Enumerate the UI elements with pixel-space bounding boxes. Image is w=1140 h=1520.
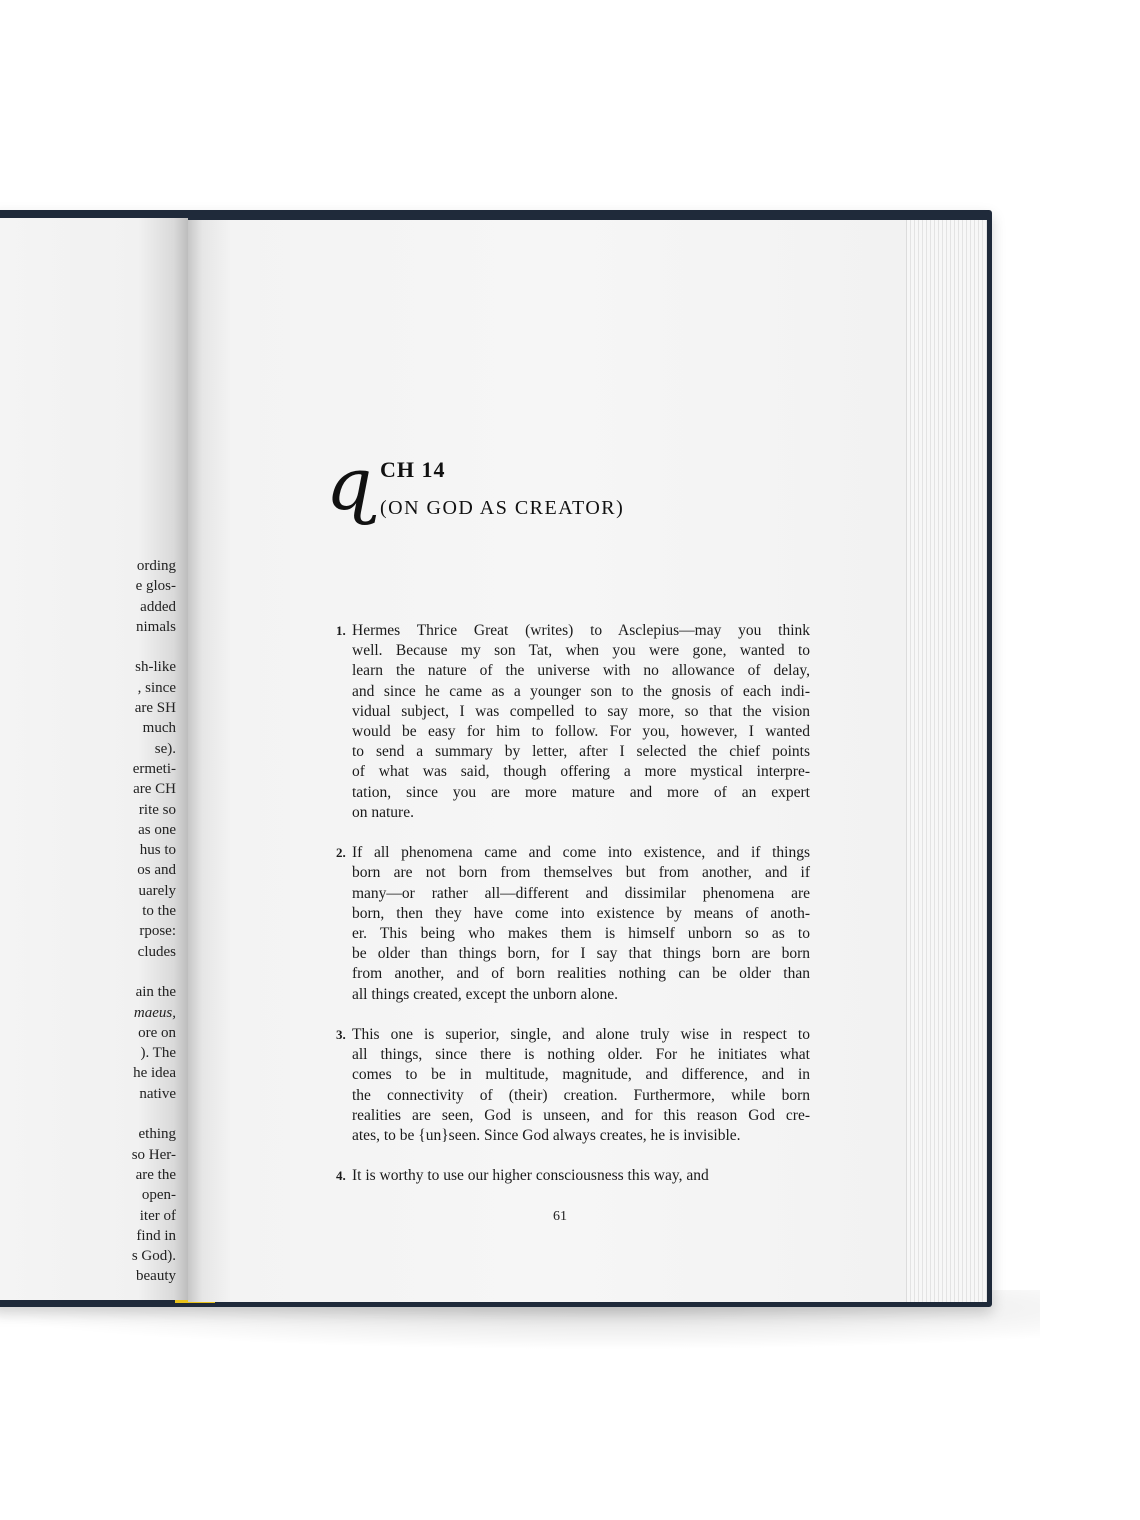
paragraph-line: er. This being who makes them is himself unborn so as to xyxy=(352,925,810,943)
left-page-line: to the xyxy=(142,903,176,920)
paragraph-line: vidual subject, I was compelled to say more, so that the vision xyxy=(352,702,810,720)
paragraph-line: to send a summary by letter, after I selected the chief points xyxy=(352,743,810,761)
left-page-line: as one xyxy=(138,821,176,838)
left-page-line xyxy=(132,1104,176,1124)
chapter-ornament-glyph: ɋ xyxy=(326,442,373,526)
paragraph xyxy=(336,621,810,823)
left-page-line: s God). xyxy=(131,1248,176,1265)
paragraph-line: It is worthy to use our higher consciousness this way, and xyxy=(352,1167,709,1185)
paragraph-line: well. Because my son Tat, when you were gone, wanted to xyxy=(352,642,810,660)
left-page-line: are SH xyxy=(134,700,176,717)
left-page-line: nimals xyxy=(136,618,176,635)
paragraph-line: all things created, except the unborn alone. xyxy=(352,985,618,1003)
left-page-line: rpose: xyxy=(139,923,176,940)
left-page-line: so Her- xyxy=(131,1146,176,1163)
paragraph-line: the connectivity of (their) creation. Furthermore, while born xyxy=(352,1086,810,1104)
paragraph-number: 2. xyxy=(336,845,346,861)
left-page-line: cludes xyxy=(137,943,176,960)
left-page-line: rite so xyxy=(138,801,176,818)
left-page-line: beauty xyxy=(136,1268,176,1285)
left-page-line: uarely xyxy=(138,882,176,899)
paragraph-line: born are not born from themselves but from another, and if xyxy=(352,864,810,882)
paragraph-line: all things, since there is nothing older. For he initiates what xyxy=(352,1046,810,1064)
paragraph xyxy=(336,843,810,1005)
left-page-line: ething xyxy=(138,1126,176,1143)
paragraph-line: many—or rather all—different and dissimilar phenomena are xyxy=(352,884,810,902)
page-edges xyxy=(906,220,987,1302)
paragraph-line: would be easy for him to follow. For you, however, I wanted xyxy=(352,723,810,741)
paragraph-line: ates, to be {un}seen. Since God always creates, he is invisible. xyxy=(352,1127,741,1145)
paragraph-line: and since he came as a younger son to the gnosis of each indi- xyxy=(352,682,810,700)
paragraph-line: of what was said, though offering a more mystical interpre- xyxy=(352,763,810,781)
paragraph-line: realities are seen, God is unseen, and for this reason God cre- xyxy=(352,1106,810,1124)
left-page-line: much xyxy=(142,720,176,737)
left-page-line: maeus, xyxy=(133,1004,176,1021)
left-page-line: find in xyxy=(136,1227,176,1244)
paragraph-number: 3. xyxy=(336,1027,346,1043)
chapter-title: (ON GOD AS CREATOR) xyxy=(380,497,625,519)
left-page-line xyxy=(132,962,176,982)
paragraph-line: learn the nature of the universe with no allowance of delay, xyxy=(352,662,810,680)
paragraph xyxy=(336,1025,810,1146)
left-page xyxy=(0,218,188,1300)
left-page-line: open- xyxy=(141,1187,176,1204)
left-page-line: hus to xyxy=(139,842,176,859)
page-number: 61 xyxy=(553,1209,567,1224)
left-page-text xyxy=(132,556,176,1287)
paragraph-line: born, then they have come into existence by means of anoth- xyxy=(352,904,810,922)
left-page-line: se). xyxy=(154,740,176,757)
paragraph-number: 4. xyxy=(336,1168,346,1184)
left-page-line: , since xyxy=(137,679,176,696)
left-page-line: ). The xyxy=(140,1045,176,1062)
paragraph-number: 1. xyxy=(336,623,346,638)
paragraph-line: comes to be in multitude, magnitude, and difference, and in xyxy=(352,1066,810,1084)
paragraph-line: Hermes Thrice Great (writes) to Asclepius—may you think xyxy=(352,622,810,639)
left-page-line: os and xyxy=(137,862,176,879)
left-page-line: native xyxy=(139,1085,176,1102)
paragraph-line: be older than things born, for I say that things born are born xyxy=(352,945,810,963)
left-page-line: he idea xyxy=(133,1065,176,1082)
left-page-line: are CH xyxy=(133,781,176,798)
left-page-line: are the xyxy=(135,1166,176,1183)
chapter-body xyxy=(336,621,810,1207)
left-page-line: sh-like xyxy=(135,659,176,676)
paragraph-line: from another, and of born realities nothing can be older than xyxy=(352,965,810,983)
left-page-line: ore on xyxy=(138,1024,176,1041)
chapter-number: CH 14 xyxy=(380,457,446,482)
left-page-line: ording xyxy=(136,558,176,574)
left-page-line: iter of xyxy=(139,1207,176,1224)
paragraph-line: This one is superior, single, and alone truly wise in respect to xyxy=(352,1026,810,1044)
left-page-line: ermeti- xyxy=(132,760,176,777)
paragraph-line: tation, since you are more mature and more of an expert xyxy=(352,783,810,801)
left-page-line: e glos- xyxy=(135,578,176,595)
left-page-line: added xyxy=(140,598,176,615)
left-page-line: ain the xyxy=(135,984,176,1001)
paragraph xyxy=(336,1166,810,1186)
paragraph-line: If all phenomena came and come into existence, and if things xyxy=(352,844,810,862)
paragraph-line: on nature. xyxy=(352,803,414,821)
left-page-line xyxy=(132,637,176,657)
